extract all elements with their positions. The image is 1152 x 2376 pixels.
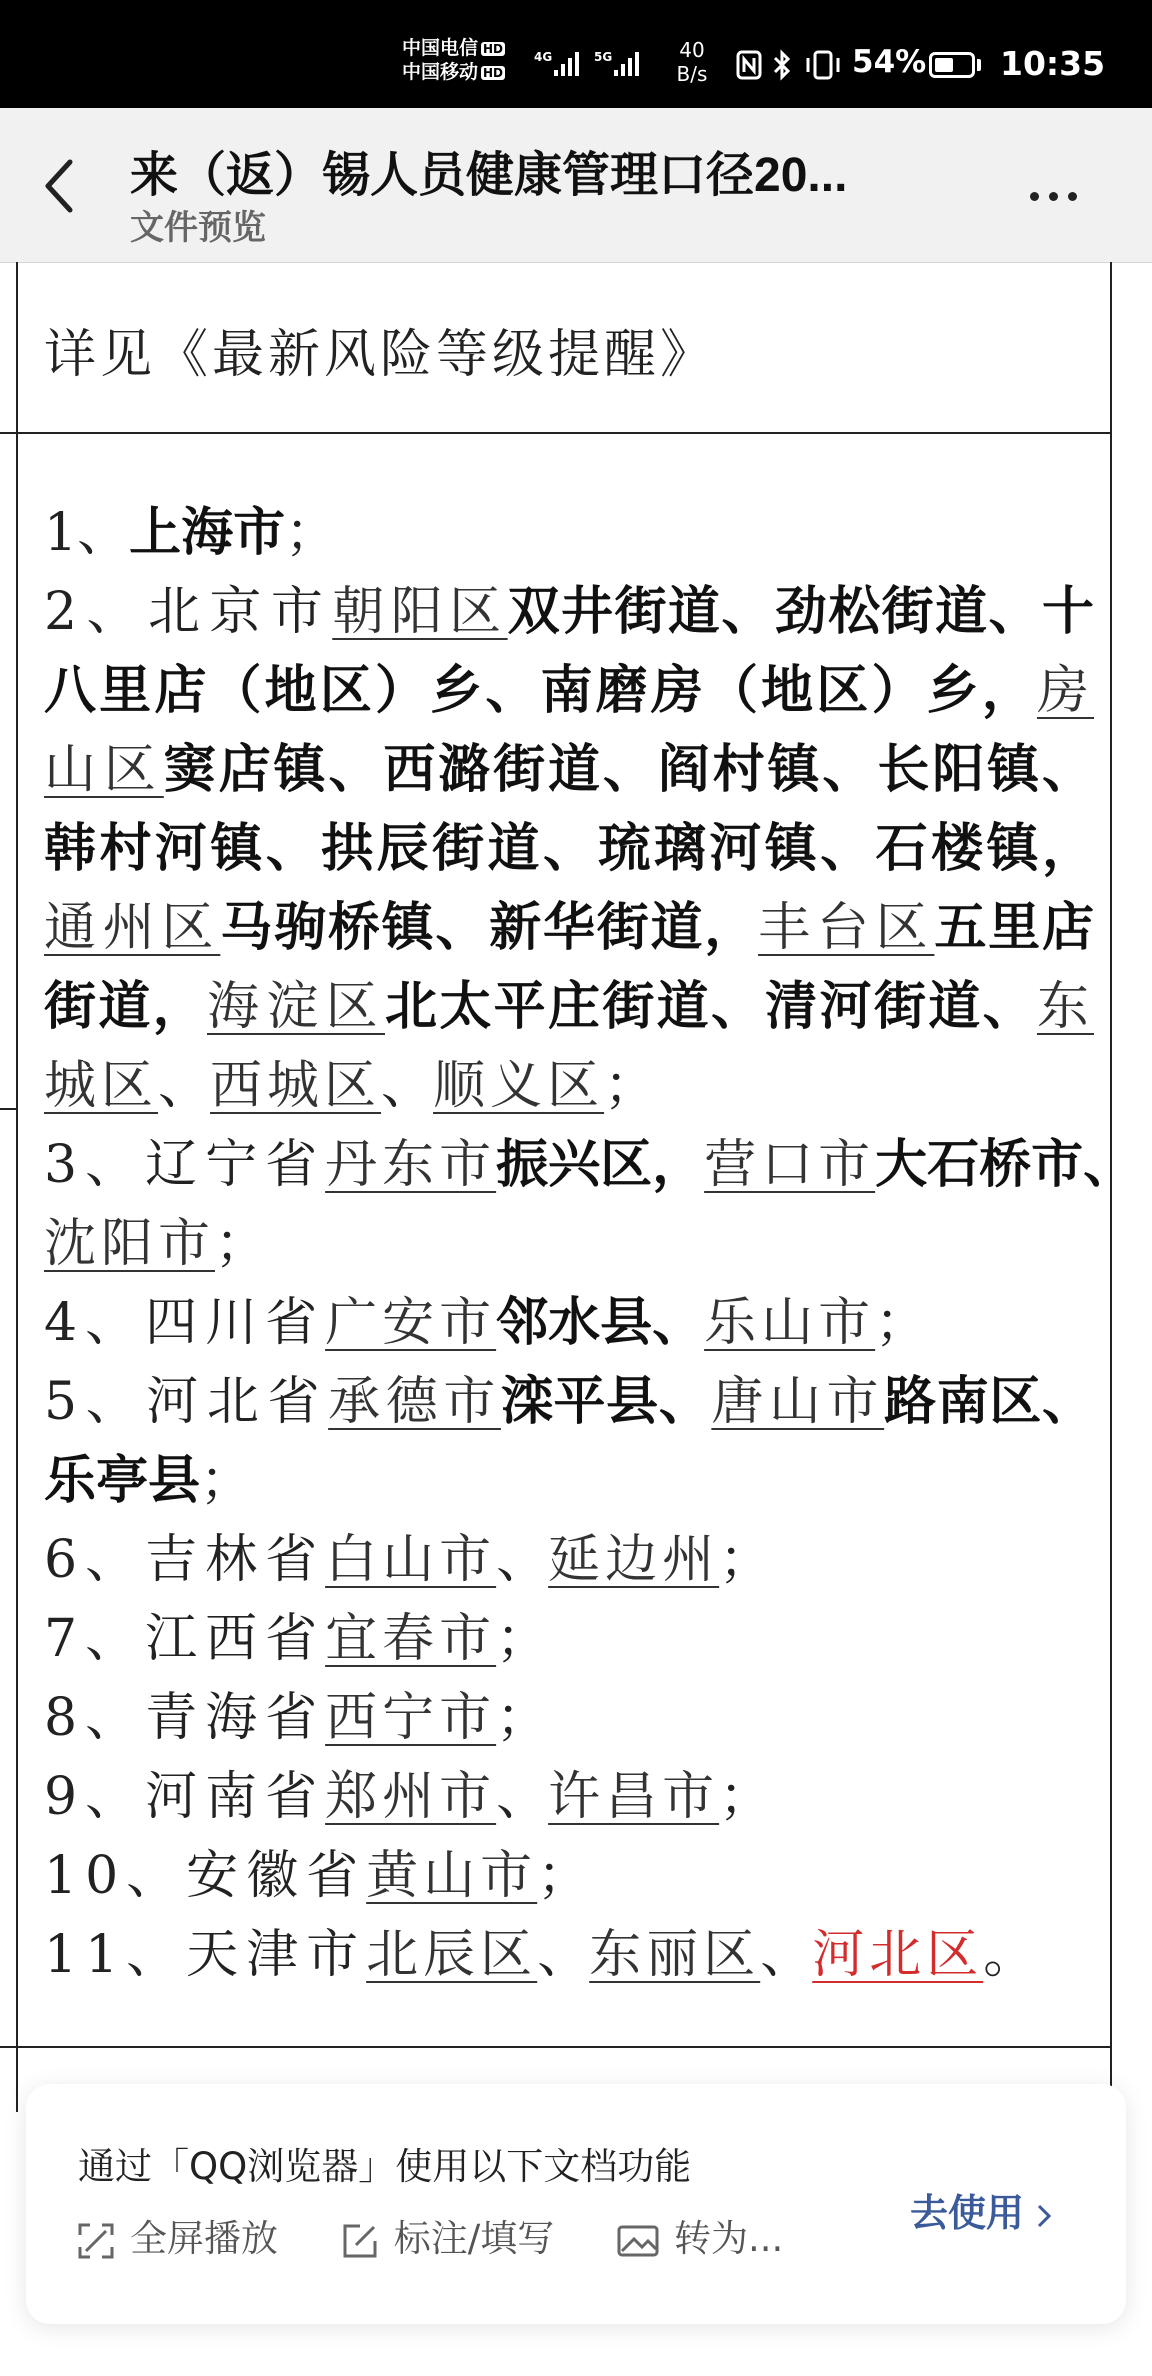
carrier-2: 中国移动	[402, 61, 479, 83]
list-text: 、	[760, 1925, 813, 1985]
list-text: 、	[496, 1530, 549, 1590]
list-text: 2、北京市	[44, 582, 333, 642]
table-border-left	[16, 262, 18, 2112]
hd-badge: HD	[483, 65, 504, 80]
list-text: ；	[496, 1609, 549, 1669]
table-row-divider	[16, 432, 1112, 434]
hd-badge: HD	[483, 41, 504, 56]
carrier-info	[402, 36, 505, 84]
edit-icon	[340, 2221, 380, 2261]
list-text: 6、吉林省	[44, 1530, 326, 1590]
list-line	[44, 1205, 1094, 1284]
list-line	[44, 1837, 1094, 1916]
list-line	[44, 1521, 1094, 1600]
outer-table-edge	[0, 432, 16, 434]
battery-icon	[929, 52, 975, 78]
region-link-text: 西宁市	[325, 1688, 497, 1748]
list-line	[44, 494, 1094, 573]
list-text: 上海市	[129, 503, 286, 563]
list-text: 7、江西省	[44, 1609, 326, 1669]
list-text: 北太平庄街道、清河街道、	[385, 977, 1037, 1037]
region-link-text: 黄山市	[366, 1846, 538, 1906]
speed-value: 40	[679, 38, 705, 62]
list-text: 8、青海省	[44, 1688, 326, 1748]
list-text: ；	[200, 1451, 253, 1511]
list-text: 4、四川省	[44, 1293, 326, 1353]
region-link-text: 房	[1036, 661, 1094, 721]
list-text: 5、河北省	[44, 1372, 329, 1432]
battery-percent: 54%	[852, 44, 927, 80]
region-link-text: 延边州	[548, 1530, 720, 1590]
list-text: ；	[215, 1214, 268, 1274]
status-bar	[0, 0, 1152, 108]
speed-unit: B/s	[676, 62, 708, 86]
list-text: 邻水县、	[496, 1293, 705, 1353]
list-text: 、	[496, 1767, 549, 1827]
clock: 10:35	[1000, 44, 1106, 83]
go-use-button[interactable]	[910, 2182, 1052, 2237]
region-link-text: 乐山市	[704, 1293, 876, 1353]
network-type-2: 5G	[594, 50, 613, 64]
list-text: ；	[604, 1056, 657, 1116]
region-link-text: 白山市	[325, 1530, 497, 1590]
list-text: 1、	[44, 503, 130, 563]
region-link-text: 城区	[44, 1056, 159, 1116]
region-link-text: 朝阳区	[332, 582, 508, 642]
list-text: 窦店镇、西潞街道、阎村镇、长阳镇、	[163, 740, 1094, 800]
list-text: 9、河南省	[44, 1767, 326, 1827]
region-link-text: 海淀区	[207, 977, 385, 1037]
fullscreen-feature[interactable]	[76, 2208, 278, 2262]
list-text: 五里店	[934, 898, 1094, 958]
region-link-text: 丰台区	[758, 898, 935, 958]
list-text: 街道，	[44, 977, 207, 1037]
region-link-text: 通州区	[44, 898, 221, 958]
outer-table-edge	[0, 1108, 16, 1110]
list-text: 双井街道、劲松街道、十	[507, 582, 1094, 642]
qq-browser-promo-card	[26, 2084, 1126, 2324]
promo-title: 通过「QQ浏览器」使用以下文档功能	[78, 2145, 692, 2188]
region-link-text: 承德市	[328, 1372, 501, 1432]
signal-icon	[612, 50, 646, 78]
list-text: 、	[158, 1056, 211, 1116]
list-line	[44, 968, 1094, 1047]
document-viewer[interactable]	[0, 262, 1152, 2112]
battery-tip	[977, 59, 981, 71]
chevron-right-icon	[1036, 2202, 1052, 2230]
list-text: ；	[496, 1688, 549, 1748]
risk-reminder-cell: 详见《最新风险等级提醒》	[44, 325, 717, 385]
list-line	[44, 1758, 1094, 1837]
list-line	[44, 1600, 1094, 1679]
signal-icon	[552, 50, 586, 78]
list-line	[44, 1916, 1094, 1995]
list-text: ；	[719, 1530, 772, 1590]
region-link-text: 东	[1036, 977, 1094, 1037]
region-link-text: 营口市	[704, 1135, 876, 1195]
document-title: 来（返）锡人员健康管理口径20...	[130, 149, 848, 202]
list-line	[44, 1679, 1094, 1758]
table-row-divider	[16, 2046, 1112, 2048]
list-text: 。	[983, 1925, 1036, 1985]
list-text: 滦平县、	[500, 1372, 712, 1432]
more-options-icon[interactable]	[1030, 186, 1090, 206]
image-icon	[616, 2221, 660, 2261]
list-text: 八里店（地区）乡、南磨房（地区）乡，	[44, 661, 1037, 721]
region-link-text: 丹东市	[325, 1135, 497, 1195]
region-link-text: 东丽区	[589, 1925, 761, 1985]
fullscreen-label: 全屏播放	[130, 2217, 278, 2260]
list-text: 大石桥市、	[875, 1135, 1136, 1195]
nfc-icon	[736, 50, 762, 80]
region-link-text: 顺义区	[433, 1056, 605, 1116]
region-link-text: 唐山市	[711, 1372, 885, 1432]
list-text: 、	[537, 1925, 590, 1985]
list-line	[44, 810, 1094, 889]
region-link-text: 郑州市	[325, 1767, 497, 1827]
list-text: 路南区、	[884, 1372, 1094, 1432]
convert-label: 转为...	[674, 2217, 784, 2260]
list-text: 10、安徽省	[44, 1846, 367, 1906]
list-text: ；	[537, 1846, 590, 1906]
region-link-text: 山区	[44, 740, 164, 800]
annotate-label: 标注/填写	[393, 2217, 555, 2260]
list-line	[44, 1047, 1094, 1126]
fullscreen-icon	[76, 2221, 116, 2261]
bluetooth-icon	[772, 49, 792, 81]
list-line	[44, 1126, 1136, 1205]
list-text: 振兴区，	[496, 1135, 705, 1195]
list-line	[44, 1284, 1094, 1363]
list-text: 11、天津市	[44, 1925, 367, 1985]
network-speed	[664, 38, 720, 86]
app-header	[0, 108, 1152, 263]
list-text: 乐亭县	[44, 1451, 201, 1511]
vibrate-icon	[804, 50, 844, 80]
list-line	[44, 731, 1094, 810]
region-link-text: 河北区	[812, 1925, 984, 1985]
outer-table-edge	[0, 2046, 16, 2048]
battery-level	[935, 58, 953, 72]
region-link-text: 北辰区	[366, 1925, 538, 1985]
back-arrow-icon[interactable]	[38, 156, 88, 216]
list-line	[44, 1363, 1094, 1442]
go-use-label: 去使用	[910, 2191, 1025, 2235]
list-line	[44, 573, 1094, 652]
region-list-cell	[44, 494, 1136, 1995]
list-line	[44, 1442, 1094, 1521]
region-link-text: 宜春市	[325, 1609, 497, 1669]
file-preview-subtitle: 文件预览	[130, 208, 266, 248]
convert-feature[interactable]	[616, 2208, 783, 2262]
list-line	[44, 652, 1094, 731]
region-link-text: 许昌市	[548, 1767, 720, 1827]
region-link-text: 沈阳市	[44, 1214, 216, 1274]
network-type-1: 4G	[534, 50, 553, 64]
region-link-text: 广安市	[325, 1293, 497, 1353]
carrier-1: 中国电信	[402, 37, 479, 59]
region-link-text: 西城区	[210, 1056, 382, 1116]
annotate-feature[interactable]	[340, 2208, 554, 2262]
list-text: ；	[285, 503, 338, 563]
list-text: 韩村河镇、拱辰街道、琉璃河镇、石楼镇，	[44, 819, 1094, 879]
list-text: 、	[381, 1056, 434, 1116]
list-text: ；	[875, 1293, 928, 1353]
feature-list	[76, 2208, 833, 2262]
list-text: ；	[719, 1767, 772, 1827]
list-text: 马驹桥镇、新华街道，	[220, 898, 759, 958]
list-text: 3、辽宁省	[44, 1135, 326, 1195]
list-line	[44, 889, 1094, 968]
